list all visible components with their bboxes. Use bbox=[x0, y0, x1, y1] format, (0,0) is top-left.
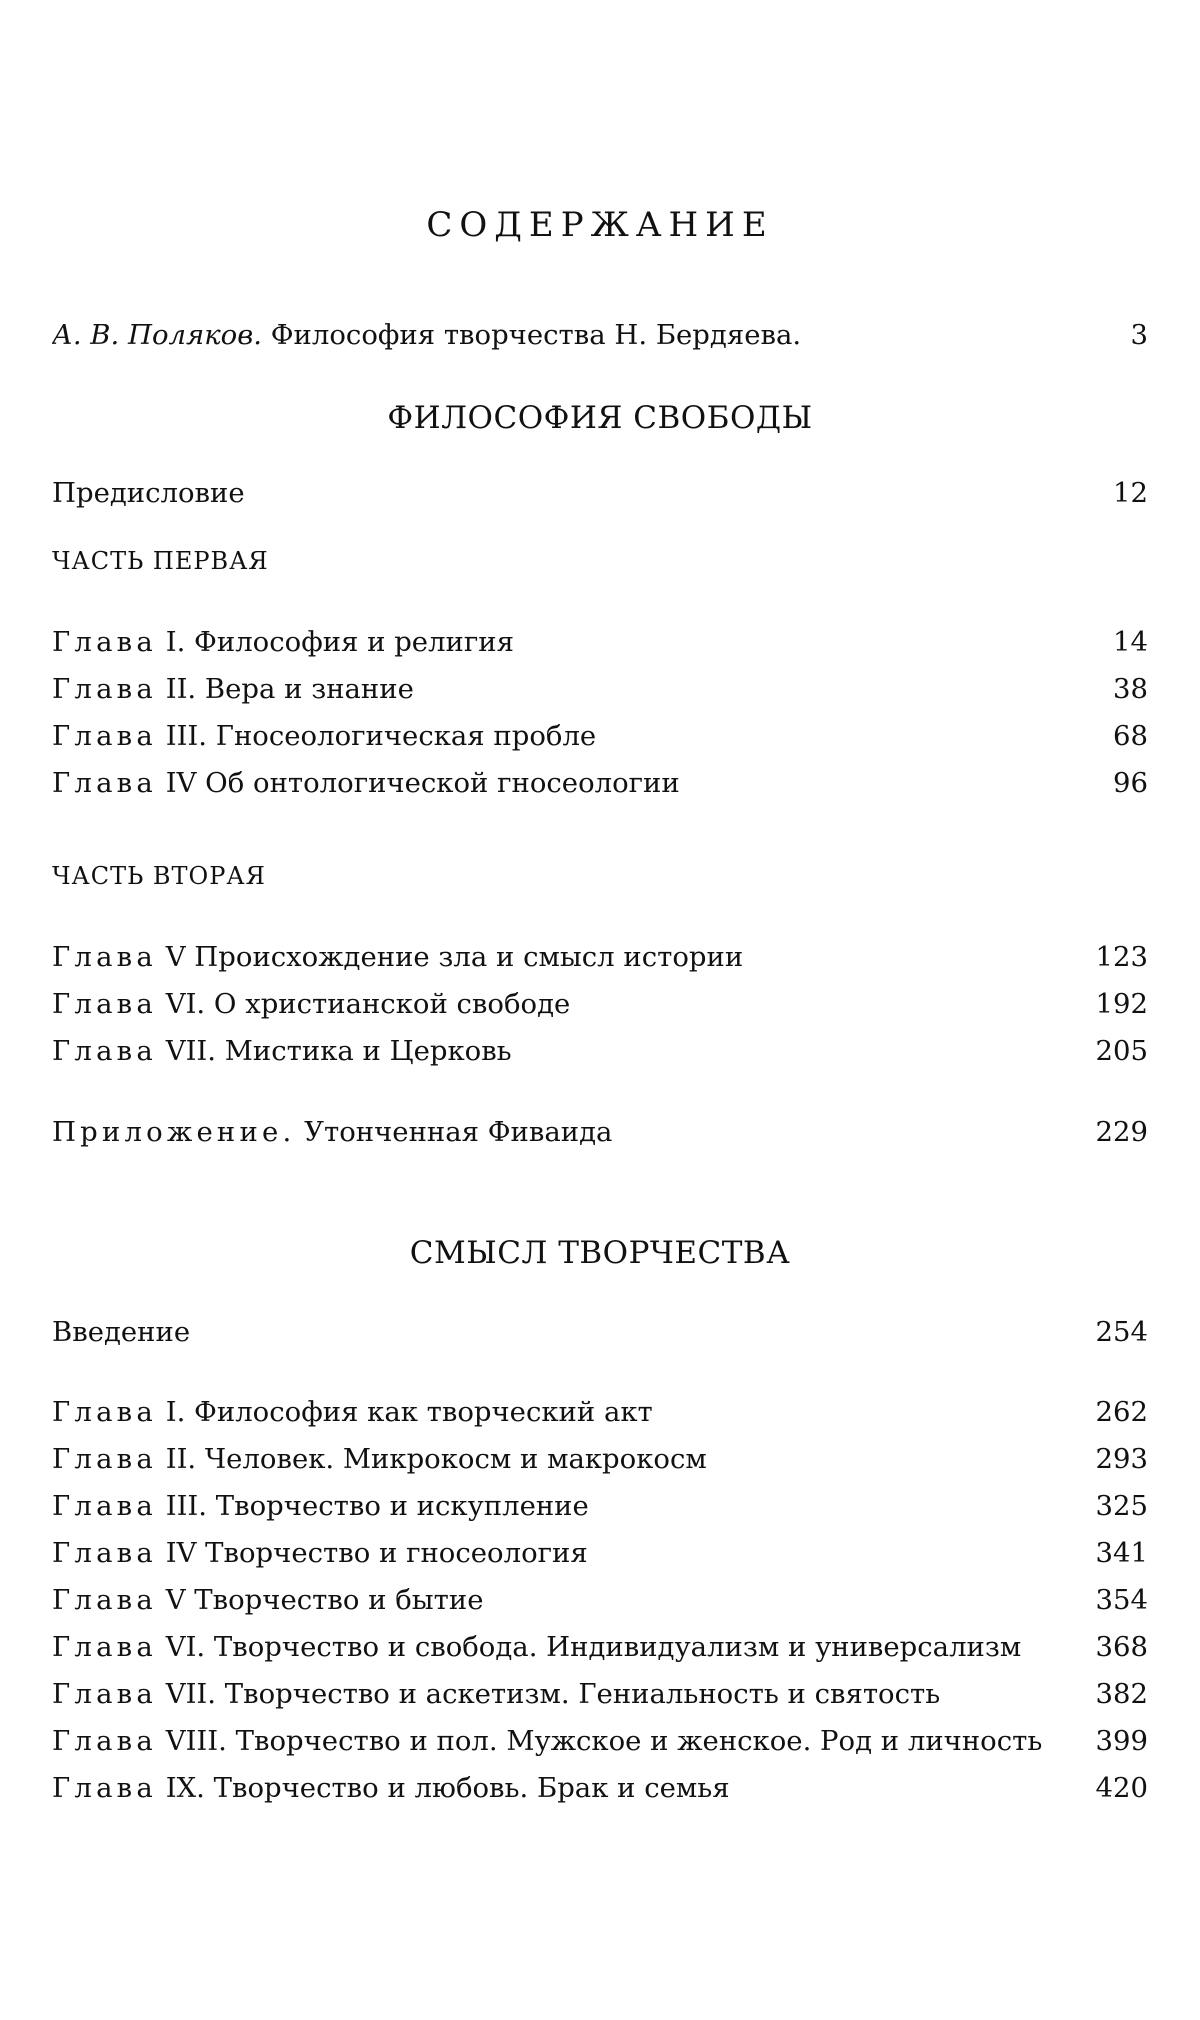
entry-page-number: 262 bbox=[1095, 1396, 1148, 1428]
chapter-prefix: Глава bbox=[52, 1537, 157, 1569]
entry-label: IX. Творчество и любовь. Брак и семья bbox=[165, 1772, 730, 1804]
chapter-prefix: Глава bbox=[52, 626, 157, 658]
toc-entry[interactable] bbox=[52, 716, 1148, 756]
toc-entry-intro[interactable] bbox=[52, 315, 1148, 355]
entry-label: V Творчество и бытие bbox=[165, 1584, 484, 1616]
entry-label: I. Философия как творческий акт bbox=[165, 1396, 653, 1428]
chapter-prefix: Глава bbox=[52, 1396, 157, 1428]
chapter-prefix: Глава bbox=[52, 1678, 157, 1710]
chapter-prefix: Глава bbox=[52, 673, 157, 705]
toc-entry-introduction[interactable] bbox=[52, 1312, 1148, 1352]
entry-page-number: 325 bbox=[1095, 1490, 1148, 1522]
chapter-prefix: Глава bbox=[52, 1584, 157, 1616]
toc-entry[interactable] bbox=[52, 1580, 1148, 1620]
toc-entry[interactable] bbox=[52, 1486, 1148, 1526]
entry-label: III. Гносеологическая пробле bbox=[165, 720, 597, 752]
toc-entry[interactable] bbox=[52, 1533, 1148, 1573]
entry-label: IV Творчество и гносеология bbox=[165, 1537, 588, 1569]
chapter-prefix: Глава bbox=[52, 1725, 157, 1757]
entry-label: VI. Творчество и свобода. Индивидуализм и универсализм bbox=[165, 1631, 1022, 1663]
toc-entry[interactable] bbox=[52, 1768, 1148, 1808]
entry-label: VII. Творчество и аскетизм. Гениальность и святость bbox=[165, 1678, 941, 1710]
entry-page-number: 205 bbox=[1095, 1035, 1148, 1067]
part-title-first: ЧАСТЬ ПЕРВАЯ bbox=[52, 547, 269, 575]
toc-entry[interactable] bbox=[52, 763, 1148, 803]
entry-page-number: 123 bbox=[1095, 941, 1148, 973]
appendix-prefix: Приложение. bbox=[52, 1116, 296, 1148]
chapter-prefix: Глава bbox=[52, 988, 157, 1020]
toc-entry[interactable] bbox=[52, 1627, 1148, 1667]
entry-label: VI. О христианской свободе bbox=[165, 988, 571, 1020]
entry-page-number: 354 bbox=[1095, 1584, 1148, 1616]
toc-entry[interactable] bbox=[52, 1392, 1148, 1432]
entry-label: II. Вера и знание bbox=[165, 673, 414, 705]
entry-label: Утонченная Фиваида bbox=[304, 1116, 613, 1148]
entry-page-number: 368 bbox=[1095, 1631, 1148, 1663]
entry-label: V Происхождение зла и смысл истории bbox=[165, 941, 744, 973]
section-title-meaning-of-creativity: СМЫСЛ ТВОРЧЕСТВА bbox=[409, 1235, 791, 1271]
toc-entry[interactable] bbox=[52, 1031, 1148, 1071]
entry-label: Философия творчества Н. Бердяева. bbox=[270, 319, 802, 351]
entry-label: VII. Мистика и Церковь bbox=[165, 1035, 512, 1067]
entry-page-number: 3 bbox=[1130, 319, 1148, 351]
entry-page-number: 192 bbox=[1095, 988, 1148, 1020]
entry-page-number: 229 bbox=[1095, 1116, 1148, 1148]
toc-entry[interactable] bbox=[52, 1721, 1148, 1761]
toc-entry-preface[interactable] bbox=[52, 473, 1148, 513]
entry-page-number: 38 bbox=[1113, 673, 1148, 705]
chapter-prefix: Глава bbox=[52, 1490, 157, 1522]
entry-label: Предисловие bbox=[52, 477, 245, 509]
toc-entry[interactable] bbox=[52, 1439, 1148, 1479]
entry-label: I. Философия и религия bbox=[165, 626, 514, 658]
entry-page-number: 12 bbox=[1113, 477, 1148, 509]
entry-author: А. В. Поляков. bbox=[52, 319, 262, 351]
toc-entry[interactable] bbox=[52, 669, 1148, 709]
entry-label: VIII. Творчество и пол. Мужское и женское. Род и личность bbox=[165, 1725, 1043, 1757]
toc-entry[interactable] bbox=[52, 1674, 1148, 1714]
entry-label: III. Творчество и искупление bbox=[165, 1490, 589, 1522]
chapter-prefix: Глава bbox=[52, 1772, 157, 1804]
part-title-second: ЧАСТЬ ВТОРАЯ bbox=[52, 862, 266, 890]
chapter-prefix: Глава bbox=[52, 767, 157, 799]
chapter-prefix: Глава bbox=[52, 1631, 157, 1663]
chapter-prefix: Глава bbox=[52, 720, 157, 752]
entry-page-number: 254 bbox=[1095, 1316, 1148, 1348]
page-title: СОДЕРЖАНИЕ bbox=[426, 205, 774, 245]
toc-entry[interactable] bbox=[52, 984, 1148, 1024]
entry-page-number: 96 bbox=[1113, 767, 1148, 799]
entry-page-number: 420 bbox=[1095, 1772, 1148, 1804]
entry-label: Введение bbox=[52, 1316, 191, 1348]
entry-page-number: 68 bbox=[1113, 720, 1148, 752]
entry-page-number: 14 bbox=[1113, 626, 1148, 658]
toc-entry[interactable] bbox=[52, 622, 1148, 662]
entry-page-number: 293 bbox=[1095, 1443, 1148, 1475]
chapter-prefix: Глава bbox=[52, 1443, 157, 1475]
entry-label: IV Об онтологической гносеологии bbox=[165, 767, 680, 799]
toc-entry[interactable] bbox=[52, 937, 1148, 977]
chapter-prefix: Глава bbox=[52, 1035, 157, 1067]
entry-page-number: 399 bbox=[1095, 1725, 1148, 1757]
toc-entry-appendix[interactable] bbox=[52, 1112, 1148, 1152]
entry-page-number: 341 bbox=[1095, 1537, 1148, 1569]
entry-label: II. Человек. Микрокосм и макрокосм bbox=[165, 1443, 707, 1475]
section-title-philosophy-of-freedom: ФИЛОСОФИЯ СВОБОДЫ bbox=[387, 400, 813, 436]
entry-page-number: 382 bbox=[1095, 1678, 1148, 1710]
chapter-prefix: Глава bbox=[52, 941, 157, 973]
